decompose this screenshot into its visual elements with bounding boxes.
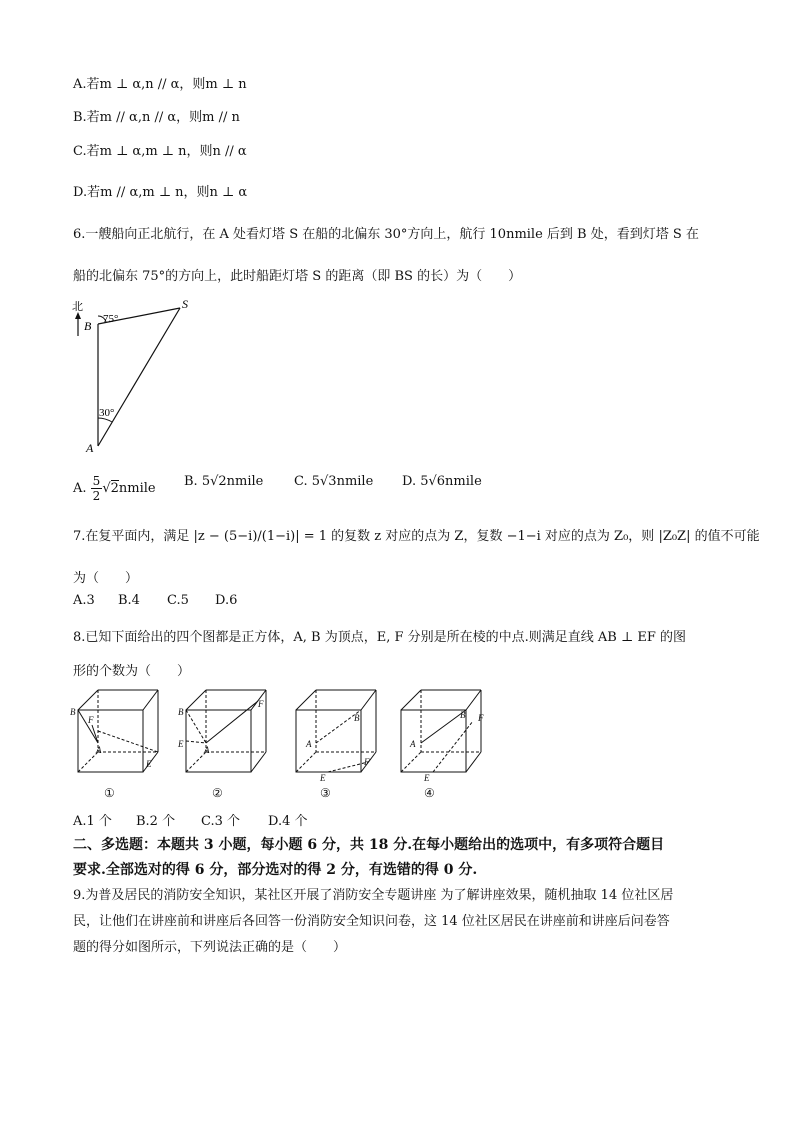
q8-option-b: B.2 个 [136, 814, 176, 829]
figure-label-3: ③ [320, 786, 331, 800]
q9-stem-line3: 题的得分如图所示，下列说法正确的是（ ） [73, 940, 347, 955]
q6-stem-line2: 船的北偏东 75°的方向上，此时船距灯塔 S 的距离（即 BS 的长）为（ ） [73, 269, 522, 284]
point-a-label: A [86, 441, 94, 455]
q6-option-c: C. 5√3nmile [294, 474, 374, 489]
c3-f-label: F [364, 757, 370, 767]
q9-stem-line1: 9.为普及居民的消防安全知识，某社区开展了消防安全专题讲座 为了解讲座效果，随机抽取 14 位社区居 [73, 888, 674, 903]
c4-e-label: E [424, 773, 430, 783]
c3-b-label: B [354, 713, 360, 723]
q7-stem-line2: 为（ ） [73, 571, 139, 586]
figure-label-1: ① [104, 786, 115, 800]
q8-option-c: C.3 个 [201, 814, 241, 829]
q8-cube-figures [68, 685, 498, 803]
c4-b-label: B [460, 710, 466, 720]
c1-f-label: F [88, 715, 94, 725]
q6-option-d: D. 5√6nmile [402, 474, 482, 489]
cube-2 [186, 690, 266, 772]
c1-a-label: A [96, 745, 102, 755]
q6-navigation-figure [68, 298, 208, 458]
q8-option-d: D.4 个 [268, 814, 308, 829]
q6-option-b: B. 5√2nmile [184, 474, 264, 489]
q5-option-a: A.若m ⊥ α,n // α，则m ⊥ n [73, 77, 247, 92]
q8-stem-line1: 8.已知下面给出的四个图都是正方体，A, B 为顶点，E, F 分别是所在棱的中点.则满足直线 AB ⊥ EF 的图 [73, 630, 686, 645]
c4-f-label: F [478, 713, 484, 723]
c3-e-label: E [320, 773, 326, 783]
q5-option-b: B.若m // α,n // α，则m // n [73, 110, 240, 125]
c2-b-label: B [178, 707, 184, 717]
q8-stem-line2: 形的个数为（ ） [73, 664, 191, 679]
section2-heading-line2: 要求.全部选对的得 6 分，部分选对的得 2 分，有选错的得 0 分. [73, 862, 478, 878]
fraction: $\frac{5}{2}$ [92, 474, 101, 503]
q8-option-a: A.1 个 [73, 814, 112, 829]
q7-option-a: A.3 [73, 593, 95, 608]
q7-option-b: B.4 [118, 593, 140, 608]
segment-as [98, 308, 180, 446]
c2-a-label: A [204, 745, 210, 755]
c2-e-label: E [178, 739, 184, 749]
q6-option-a: A. $\frac{5}{2}$ √2nmile [73, 474, 156, 503]
q5-option-c: C.若m ⊥ α,m ⊥ n，则n // α [73, 144, 247, 159]
q9-stem-line2: 民，让他们在讲座前和讲座后各回答一份消防安全知识问卷，这 14 位社区居民在讲座前和讲座后问卷答 [73, 914, 670, 929]
q6-stem-line1: 6.一艘船向正北航行，在 A 处看灯塔 S 在船的北偏东 30°方向上，航行 10nmile 后到 B 处，看到灯塔 S 在 [73, 227, 699, 242]
north-arrowhead [75, 312, 81, 319]
point-b-label: B [84, 319, 92, 333]
cube-4 [401, 690, 481, 772]
figure-label-4: ④ [424, 786, 435, 800]
c2-f-label: F [258, 699, 264, 709]
figure-label-2: ② [212, 786, 223, 800]
angle-30-label: 30° [99, 407, 115, 419]
c4-a-label: A [410, 739, 416, 749]
q7-option-d: D.6 [215, 593, 238, 608]
north-label: 北 [72, 301, 83, 313]
q7-option-c: C.5 [167, 593, 189, 608]
angle-75-label: 75° [103, 313, 119, 325]
c1-e-label: E [146, 759, 152, 769]
c3-a-label: A [306, 739, 312, 749]
point-s-label: S [182, 298, 188, 311]
q6-options [73, 464, 482, 503]
q5-option-d: D.若m // α,m ⊥ n，则n ⊥ α [73, 185, 248, 200]
section2-heading-line1: 二、多选题：本题共 3 小题，每小题 6 分，共 18 分.在每小题给出的选项中，有多项符合题目 [73, 837, 665, 853]
q7-stem-line1: 7.在复平面内，满足 |z − (5−i)/(1−i)| = 1 的复数 z 对应的点为 Z，复数 −1−i 对应的点为 Z₀，则 |Z₀Z| 的值不可能 [73, 529, 760, 544]
c1-b-label: B [70, 707, 76, 717]
